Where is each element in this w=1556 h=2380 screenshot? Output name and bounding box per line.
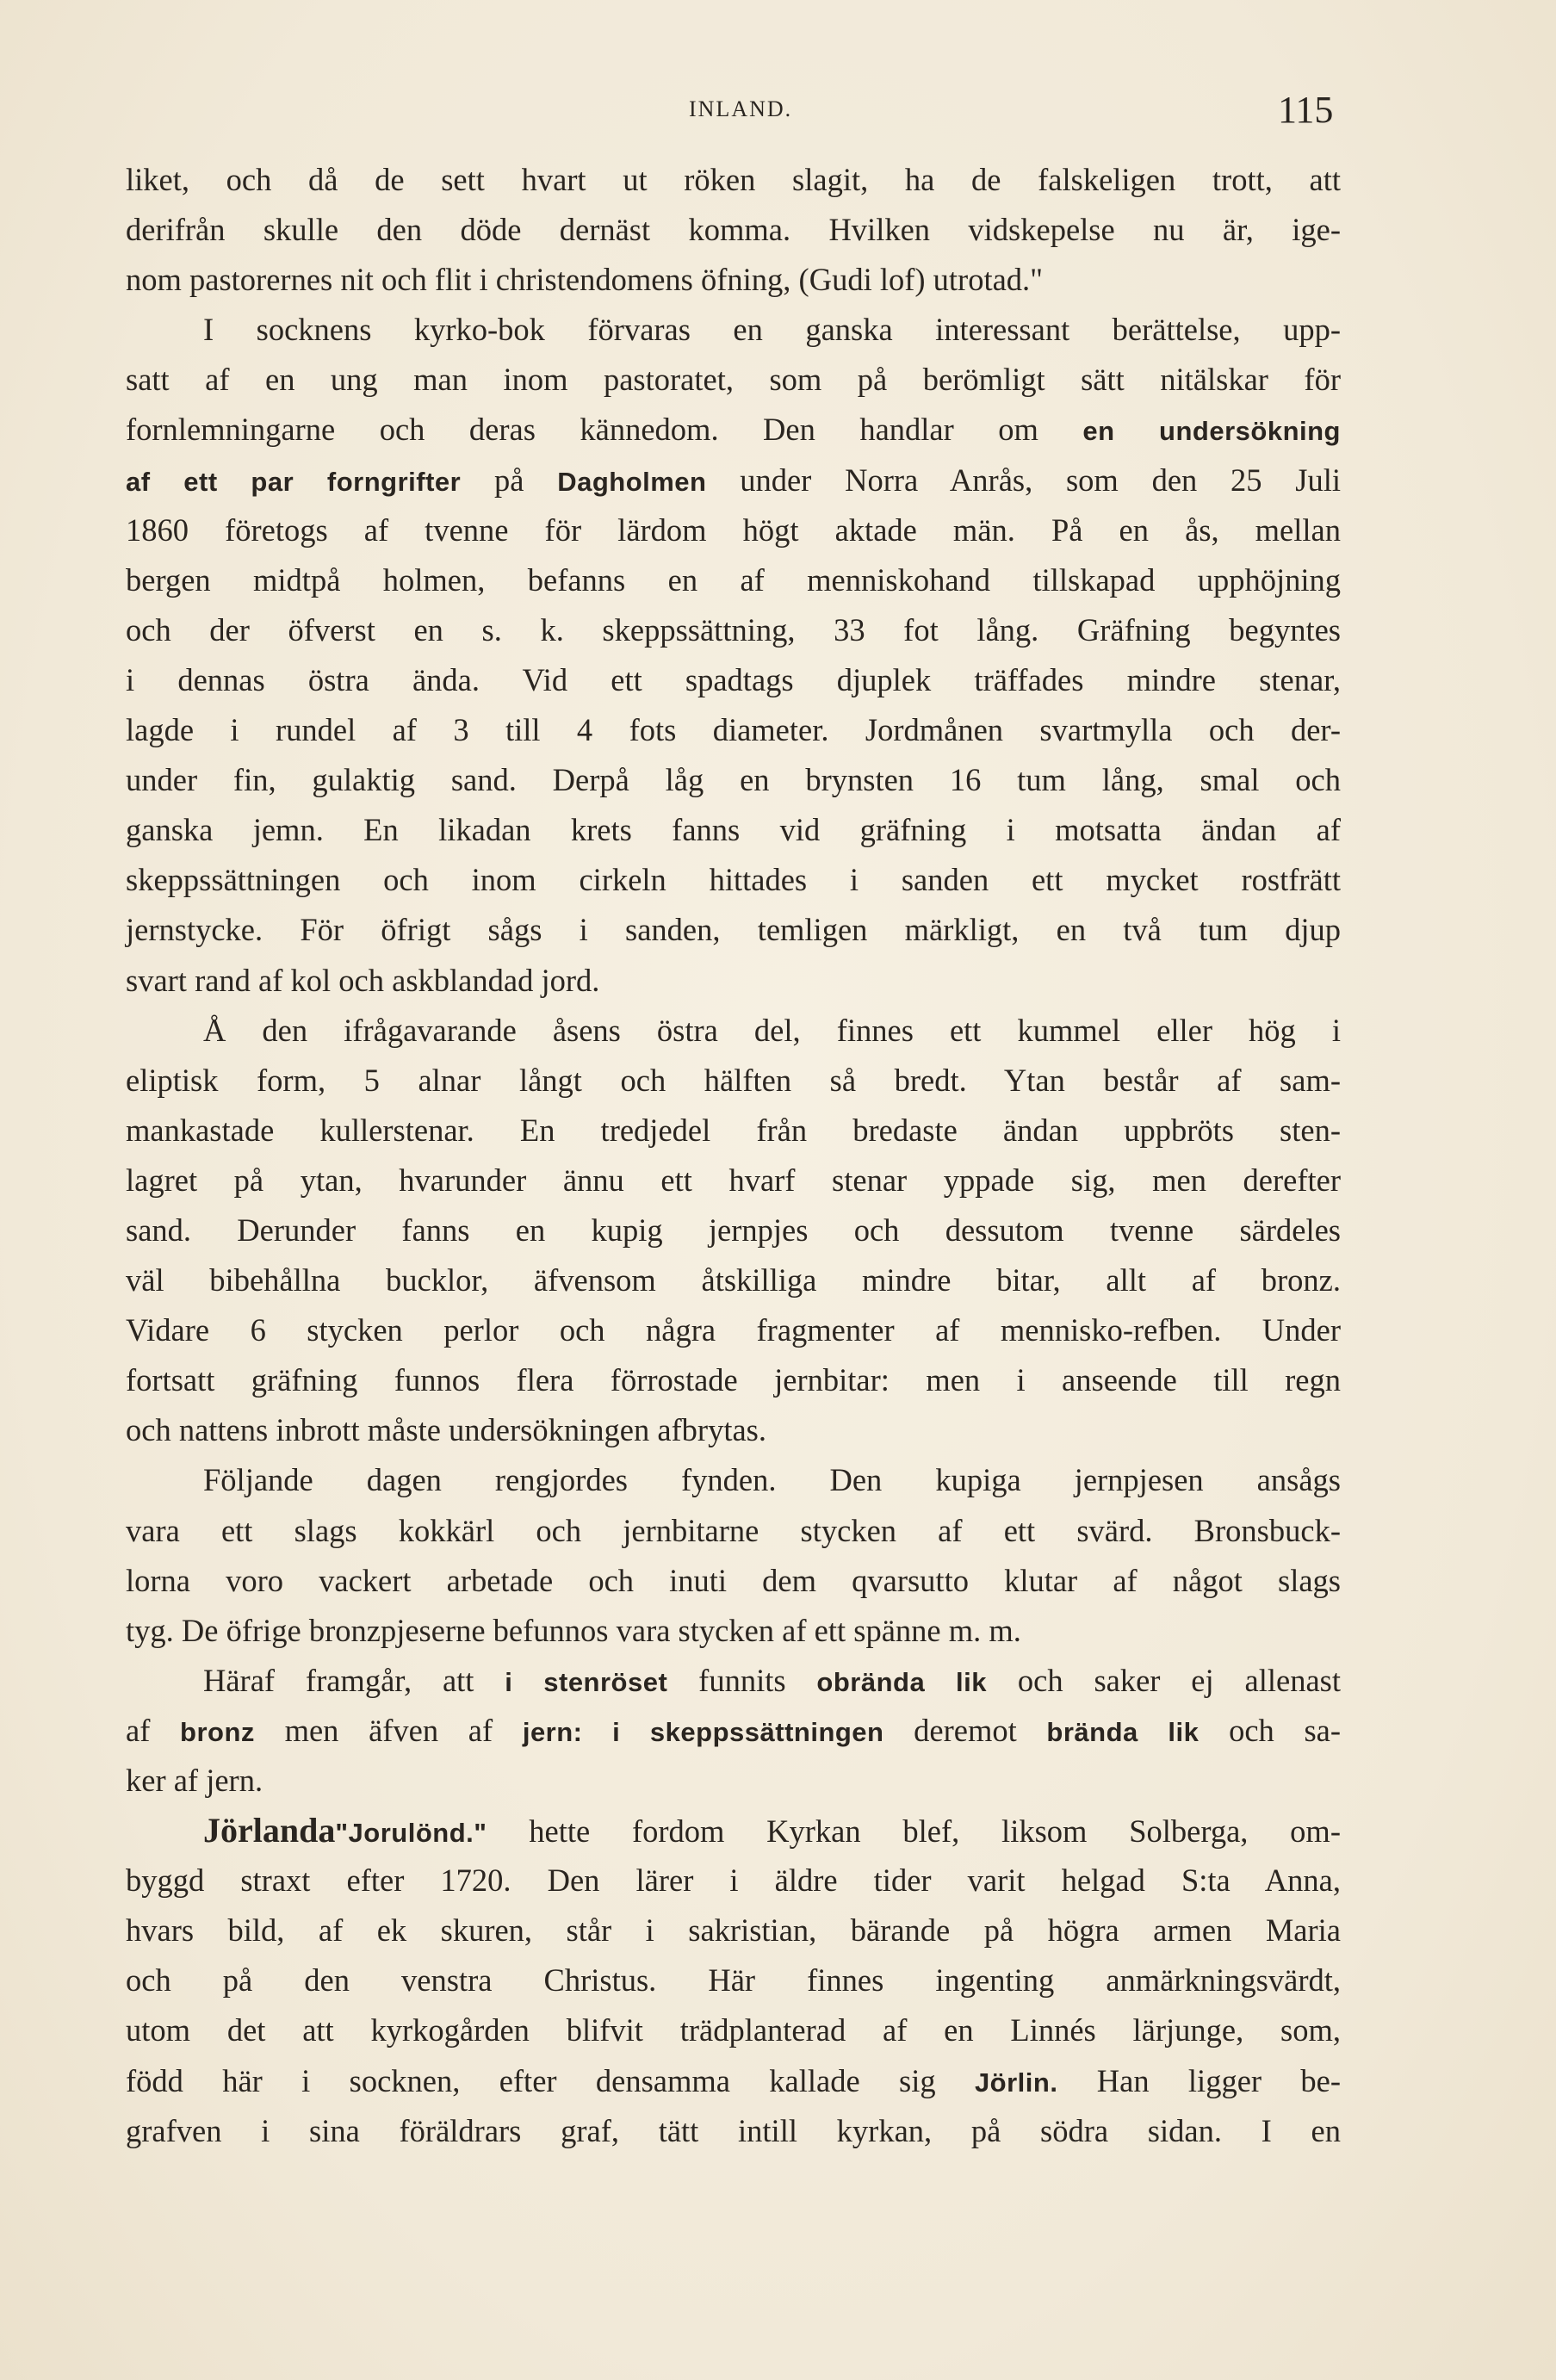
text-line <box>126 1506 1341 1556</box>
text-line <box>126 305 1341 355</box>
text-line <box>126 205 1341 255</box>
line-text: svart rand af kol och askblandad jord. <box>126 962 600 998</box>
line-text: byggd straxt efter 1720. Den lärer i äldre tider varit helgad S:ta Anna, <box>126 1862 1341 1899</box>
text-line <box>126 505 1341 555</box>
text-line <box>126 255 1341 305</box>
line-text: Han ligger be- <box>1057 2062 1341 2098</box>
line-text: Vidare 6 stycken perlor och några fragmenter af mennisko-refben. Under <box>126 1312 1341 1348</box>
line-text: lagret på ytan, hvarunder ännu ett hvarf stenar yppade sig, men derefter <box>126 1162 1341 1198</box>
emphasis-text: af ett par forngrifter <box>126 466 462 497</box>
line-text: jernstycke. För öfrigt sågs i sanden, temligen märkligt, en två tum djup <box>126 912 1341 948</box>
emphasis-text: brända lik <box>1046 1716 1200 1747</box>
line-text: och nattens inbrott måste undersökningen afbrytas. <box>126 1412 767 1448</box>
text-line <box>126 2056 1341 2106</box>
emphasis-text: Jörlin. <box>974 2067 1058 2098</box>
text-line <box>126 555 1341 605</box>
line-text: nom pastorernes nit och flit i christendomens öfning, (Gudi lof) utrotad." <box>126 262 1044 298</box>
line-text: derifrån skulle den döde dernäst komma. Hvilken vidskepelse nu är, ige- <box>126 212 1341 248</box>
text-line <box>126 1156 1341 1205</box>
line-text: I socknens kyrko-bok förvaras en ganska interessant berättelse, upp- <box>203 312 1341 348</box>
text-line <box>126 2005 1341 2055</box>
line-text: skeppssättningen och inom cirkeln hittades i sanden ett mycket rostfrätt <box>126 862 1341 898</box>
line-text: hette fordom <box>487 1813 767 1850</box>
line-text: i dennas östra ända. Vid ett spadtags djuplek träffades mindre stenar, <box>126 661 1341 697</box>
emphasis-text: obrända lik <box>816 1666 988 1697</box>
line-text: Häraf framgår, att <box>203 1662 505 1698</box>
text-line <box>126 605 1341 655</box>
line-text: liket, och då de sett hvart ut röken slagit, ha de falskeligen trott, att <box>126 162 1341 197</box>
line-text: eliptisk form, 5 alnar långt och hälften så bredt. Ytan består af sam- <box>126 1062 1341 1098</box>
line-text: vara ett slags kokkärl och jernbitarne stycken af ett svärd. Bronsbuck- <box>126 1512 1341 1548</box>
line-text: tyg. De öfrige bronzpjeserne befunnos vara stycken af ett spänne m. m. <box>126 1612 1021 1648</box>
emphasis-text: "Jorulönd." <box>335 1818 487 1849</box>
line-text: sand. Derunder fanns en kupig jernpjes och dessutom tvenne särdeles <box>126 1212 1341 1248</box>
line-text: fornlemningarne och deras kännedom. Den handlar om <box>126 412 1083 448</box>
text-line <box>126 1455 1341 1505</box>
text-line <box>126 2106 1341 2156</box>
running-title: INLAND. <box>689 96 793 121</box>
emphasis-text: bronz <box>180 1716 255 1747</box>
line-text: född här i socknen, efter densamma kallade sig <box>126 2062 975 2098</box>
line-text: utom det att kyrkogården blifvit trädplanterad af en Linnés lärjunge, som, <box>126 2012 1341 2048</box>
line-text: lorna voro vackert arbetade och inuti dem qvarsutto klutar af något slags <box>126 1562 1341 1598</box>
page-number: 115 <box>1278 89 1334 131</box>
line-text: på <box>461 462 558 498</box>
text-line <box>126 1906 1341 1955</box>
text-line <box>126 705 1341 755</box>
line-text: funnits <box>667 1662 817 1698</box>
line-text: men äfven af <box>254 1712 523 1748</box>
text-line <box>126 855 1341 905</box>
text-line <box>126 1305 1341 1355</box>
emphasis-text: i stenröset <box>505 1666 668 1697</box>
text-line <box>126 1955 1341 2005</box>
text-line <box>126 1205 1341 1255</box>
line-text: Kyrkan blef, liksom Solberga, om- <box>766 1813 1341 1850</box>
line-text: fortsatt gräfning funnos flera förrostade jernbitar: men i anseende till regn <box>126 1362 1341 1398</box>
emphasis-text: Dagholmen <box>557 466 707 497</box>
text-line <box>126 1255 1341 1305</box>
text-line <box>126 1606 1341 1656</box>
line-text: under fin, gulaktig sand. Derpå låg en brynsten 16 tum lång, smal och <box>126 762 1341 798</box>
line-text: hvars bild, af ek skuren, står i sakristian, bärande på högra armen Maria <box>126 1912 1341 1949</box>
text-line <box>126 805 1341 855</box>
line-text: och sa- <box>1199 1712 1341 1748</box>
text-line <box>126 456 1341 505</box>
text-line <box>126 956 1341 1006</box>
text-line <box>126 655 1341 705</box>
text-line <box>126 405 1341 455</box>
body-text <box>126 155 1341 2156</box>
line-text: och på den venstra Christus. Här finnes ingenting anmärkningsvärdt, <box>126 1962 1341 1999</box>
line-text: väl bibehållna bucklor, äfvensom åtskilliga mindre bitar, allt af bronz. <box>126 1262 1341 1298</box>
line-text: satt af en ung man inom pastoratet, som på berömligt sätt nitälskar för <box>126 362 1341 398</box>
text-line <box>126 155 1341 205</box>
line-text: 1860 företogs af tvenne för lärdom högt aktade män. På en ås, mellan <box>126 511 1341 548</box>
text-line <box>126 1756 1341 1806</box>
text-line <box>126 1106 1341 1156</box>
text-line <box>126 1806 1341 1856</box>
emphasis-text: en undersökning <box>1082 416 1341 447</box>
line-text: ganska jemn. En likadan krets fanns vid gräfning i motsatta ändan af <box>126 812 1341 848</box>
line-text: lagde i rundel af 3 till 4 fots diameter. Jordmånen svartmylla och der- <box>126 712 1341 748</box>
text-line <box>126 355 1341 405</box>
text-line <box>126 755 1341 805</box>
text-line <box>126 1556 1341 1606</box>
emphasis-text: jern: i skeppssättningen <box>522 1716 884 1747</box>
line-text: af <box>126 1712 181 1748</box>
line-text: ker af jern. <box>126 1763 263 1798</box>
parish-name: Jörlanda <box>203 1811 336 1850</box>
text-line <box>126 1405 1341 1455</box>
text-line <box>126 1006 1341 1056</box>
line-text: deremot <box>883 1712 1047 1748</box>
text-line <box>126 1856 1341 1906</box>
line-text: Å den ifrågavarande åsens östra del, finnes ett kummel eller hög i <box>203 1012 1341 1048</box>
line-text: och saker ej allenast <box>987 1662 1341 1698</box>
running-head <box>0 84 1556 136</box>
line-text: och der öfverst en s. k. skeppssättning, 33 fot lång. Gräfning begyntes <box>126 611 1341 648</box>
line-text: grafven i sina föräldrars graf, tätt intill kyrkan, på södra sidan. I en <box>126 2112 1341 2148</box>
line-text: Följande dagen rengjordes fynden. Den kupiga jernpjesen ansågs <box>203 1462 1341 1498</box>
line-text: under Norra Anrås, som den 25 Juli <box>706 462 1342 498</box>
text-line <box>126 1706 1341 1756</box>
text-line <box>126 1656 1341 1706</box>
text-line <box>126 1355 1341 1405</box>
text-line <box>126 1056 1341 1106</box>
line-text: bergen midtpå holmen, befanns en af menniskohand tillskapad upphöjning <box>126 561 1341 598</box>
line-text: mankastade kullerstenar. En tredjedel från bredaste ändan uppbröts sten- <box>126 1112 1341 1148</box>
text-line <box>126 905 1341 955</box>
